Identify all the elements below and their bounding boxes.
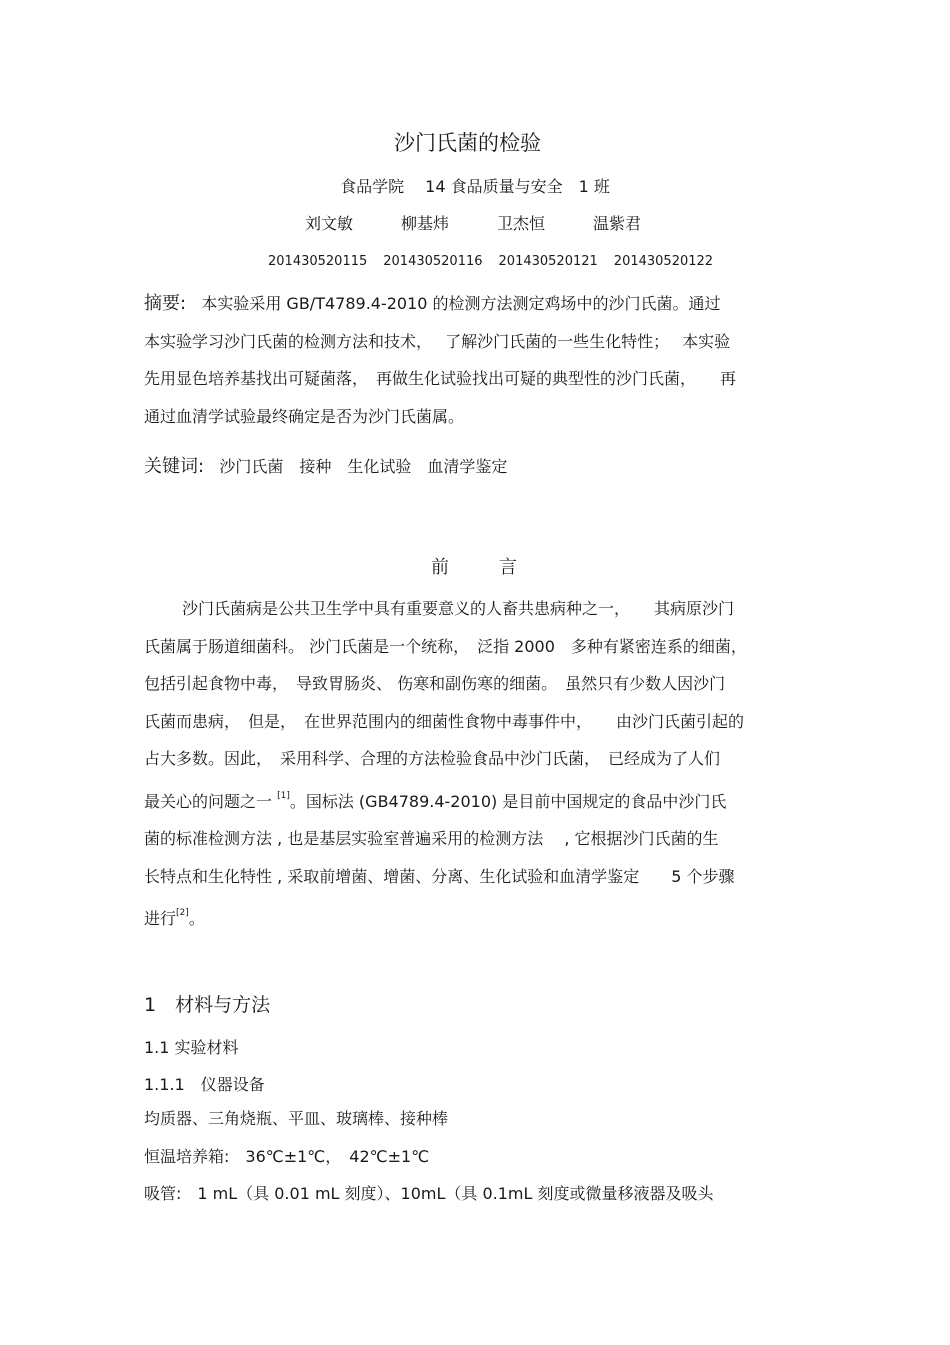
preface-heading: 前言 xyxy=(431,557,567,578)
preface-line xyxy=(144,895,804,938)
preface-line: 占大多数。因此， 采用科学、合理的方法检验食品中沙门氏菌， 已经成为了人们 xyxy=(144,749,721,768)
student-id: 201430520115 xyxy=(268,254,368,269)
citation-ref: [2] xyxy=(176,908,189,918)
preface-text: 最关心的问题之一 xyxy=(144,791,278,811)
abstract-line: 本实验采用 GB/T4789.4-2010 的检测方法测定鸡场中的沙门氏菌。通过 xyxy=(201,294,721,313)
abstract-label: 摘要: xyxy=(144,293,187,314)
preface-text: 。国标法 (GB4789.4-2010) 是目前中国规定的食品中沙门氏 xyxy=(289,791,727,811)
equipment-line: 恒温培养箱: 36℃±1℃， 42℃±1℃ xyxy=(144,1146,430,1166)
subsection-heading: 1.1 实验材料 xyxy=(144,1038,239,1057)
preface-line: 沙门氏菌病是公共卫生学中具有重要意义的人畜共患病种之一， 其病原沙门 xyxy=(182,599,735,618)
keywords-label: 关键词: xyxy=(144,456,205,477)
document-title: 沙门氏菌的检验 xyxy=(394,131,541,155)
preface-body xyxy=(144,590,804,938)
equipment-line: 均质器、三角烧瓶、平皿、玻璃棒、接种棒 xyxy=(144,1109,449,1128)
student-id-list xyxy=(268,254,729,269)
citation-ref: [1] xyxy=(277,790,290,801)
student-id: 201430520122 xyxy=(613,254,714,269)
preface-line xyxy=(144,778,804,821)
preface-line: 长特点和生化特性 , 采取前增菌、增菌、分离、生化试验和血清学鉴定 5 个步骤 xyxy=(144,866,735,886)
preface-text: 。 xyxy=(188,909,205,928)
preface-line: 菌的标准检测方法 , 也是基层实验室普遍采用的检测方法 , 它根据沙门氏菌的生 xyxy=(144,829,719,848)
abstract-line: 通过血清学试验最终确定是否为沙门氏菌属。 xyxy=(144,406,465,426)
abstract xyxy=(144,285,804,435)
preface-text: 进行 xyxy=(144,909,177,928)
preface-line: 氏菌属于肠道细菌科。 沙门氏菌是一个统称， 泛指 2000 多种有紧密连系的细菌， xyxy=(144,636,747,656)
author-name: 温紫君 xyxy=(593,214,642,233)
author-name: 卫杰恒 xyxy=(497,214,546,233)
author-list xyxy=(305,211,689,234)
subsubsection-heading: 1.1.1 仪器设备 xyxy=(144,1075,265,1094)
student-id: 201430520121 xyxy=(498,254,598,269)
abstract-line: 先用显色培养基找出可疑菌落， 再做生化试验找出可疑的典型性的沙门氏菌， 再 xyxy=(144,369,737,388)
preface-line: 氏菌而患病， 但是， 在世界范围内的细菌性食物中毒事件中， 由沙门氏菌引起的 xyxy=(144,711,745,731)
keywords-text: 沙门氏菌 接种 生化试验 血清学鉴定 xyxy=(219,457,508,476)
author-name: 柳基炜 xyxy=(401,214,450,233)
affiliation: 食品学院 14 食品质量与安全 1 班 xyxy=(340,177,610,196)
equipment-list xyxy=(144,1100,804,1213)
author-name: 刘文敏 xyxy=(305,214,354,233)
keywords xyxy=(144,448,804,486)
student-id: 201430520116 xyxy=(383,254,483,269)
preface-line: 包括引起食物中毒， 导致胃肠炎、 伤寒和副伤寒的细菌。 虽然只有少数人因沙门 xyxy=(144,674,726,693)
equipment-line: 吸管: 1 mL（具 0.01 mL 刻度）、10mL（具 0.1mL 刻度或微量移液器及吸头 xyxy=(144,1184,714,1203)
section-heading: 1 材料与方法 xyxy=(144,994,271,1016)
abstract-line: 本实验学习沙门氏菌的检测方法和技术， 了解沙门氏菌的一些生化特性； 本实验 xyxy=(144,331,731,351)
